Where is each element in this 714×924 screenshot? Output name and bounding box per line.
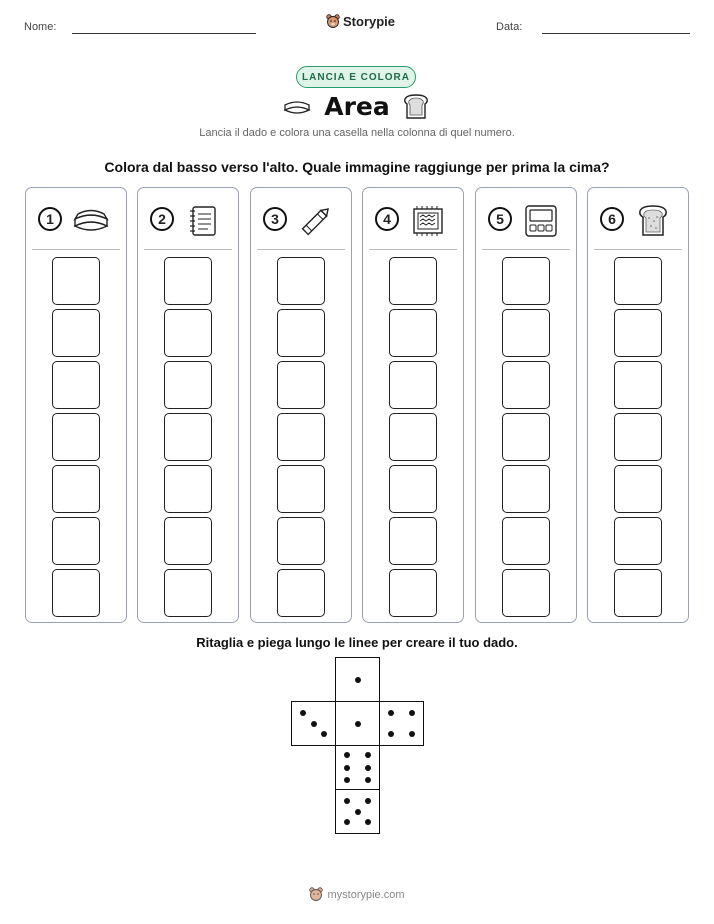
activity-badge: LANCIA E COLORA	[296, 66, 416, 88]
color-box[interactable]	[614, 413, 662, 461]
column-number: 3	[263, 207, 287, 231]
date-label: Data:	[496, 21, 523, 33]
color-box[interactable]	[277, 257, 325, 305]
color-box[interactable]	[502, 413, 550, 461]
pip	[300, 710, 306, 716]
crayon-icon	[297, 204, 335, 238]
pip	[365, 798, 371, 804]
pip	[344, 752, 350, 758]
color-box[interactable]	[164, 465, 212, 513]
color-box[interactable]	[502, 569, 550, 617]
color-box[interactable]	[389, 465, 437, 513]
column-divider	[257, 249, 345, 250]
pip	[365, 777, 371, 783]
color-box[interactable]	[164, 569, 212, 617]
color-box[interactable]	[52, 517, 100, 565]
color-box[interactable]	[614, 309, 662, 357]
color-box[interactable]	[277, 361, 325, 409]
dice-face-1	[335, 657, 380, 702]
color-box[interactable]	[164, 413, 212, 461]
color-box[interactable]	[502, 361, 550, 409]
color-box[interactable]	[164, 309, 212, 357]
column-3	[250, 187, 352, 623]
oven-icon	[522, 204, 560, 238]
color-box[interactable]	[389, 413, 437, 461]
color-box[interactable]	[389, 361, 437, 409]
towel-icon	[72, 204, 110, 238]
pip	[321, 731, 327, 737]
column-number: 6	[600, 207, 624, 231]
color-box[interactable]	[52, 309, 100, 357]
subtitle: Lancia il dado e colora una casella nella colonna di quel numero.	[199, 127, 515, 139]
color-box[interactable]	[164, 361, 212, 409]
color-box[interactable]	[614, 569, 662, 617]
page-title: Area	[324, 92, 390, 121]
column-number: 4	[375, 207, 399, 231]
color-box[interactable]	[614, 517, 662, 565]
pip	[365, 765, 371, 771]
pip	[365, 752, 371, 758]
column-number: 1	[38, 207, 62, 231]
color-box[interactable]	[389, 569, 437, 617]
pip	[409, 731, 415, 737]
brand-logo	[326, 14, 395, 29]
color-box[interactable]	[277, 413, 325, 461]
toast-icon	[634, 204, 672, 238]
pip	[355, 809, 361, 815]
column-6	[587, 187, 689, 623]
date-line[interactable]	[542, 33, 690, 34]
footer-url: mystorypie.com	[327, 888, 405, 901]
column-number: 2	[150, 207, 174, 231]
color-box[interactable]	[389, 517, 437, 565]
pip	[355, 721, 361, 727]
color-box[interactable]	[614, 361, 662, 409]
color-box[interactable]	[502, 465, 550, 513]
pip	[344, 798, 350, 804]
pip	[388, 710, 394, 716]
color-box[interactable]	[277, 465, 325, 513]
instruction: Colora dal basso verso l'alto. Quale immagine raggiunge per prima la cima?	[104, 159, 610, 175]
cut-instruction: Ritaglia e piega lungo le linee per creare il tuo dado.	[196, 635, 518, 650]
bear-icon	[309, 887, 323, 902]
notebook-icon	[184, 204, 222, 238]
color-box[interactable]	[502, 517, 550, 565]
pip	[344, 777, 350, 783]
brand-name: Storypie	[343, 14, 396, 29]
column-divider	[482, 249, 570, 250]
color-box[interactable]	[52, 361, 100, 409]
color-box[interactable]	[389, 309, 437, 357]
dice-face-3	[291, 701, 336, 746]
color-box[interactable]	[52, 465, 100, 513]
column-5	[475, 187, 577, 623]
color-box[interactable]	[389, 257, 437, 305]
column-4	[362, 187, 464, 623]
color-box[interactable]	[164, 257, 212, 305]
color-box[interactable]	[52, 569, 100, 617]
color-box[interactable]	[614, 465, 662, 513]
pip	[409, 710, 415, 716]
color-box[interactable]	[277, 517, 325, 565]
column-1	[25, 187, 127, 623]
pip	[311, 721, 317, 727]
name-label: Nome:	[24, 21, 57, 33]
dice-face-6	[335, 745, 380, 790]
color-box[interactable]	[502, 309, 550, 357]
name-line[interactable]	[72, 33, 256, 34]
toast-icon	[402, 93, 430, 121]
column-divider	[144, 249, 232, 250]
color-box[interactable]	[52, 413, 100, 461]
color-box[interactable]	[277, 309, 325, 357]
column-divider	[594, 249, 682, 250]
column-number: 5	[488, 207, 512, 231]
footer	[0, 887, 714, 902]
bear-icon	[326, 14, 340, 29]
dice-face-4	[379, 701, 424, 746]
color-box[interactable]	[164, 517, 212, 565]
rug-icon	[409, 204, 447, 238]
color-box[interactable]	[614, 257, 662, 305]
color-box[interactable]	[502, 257, 550, 305]
pip	[344, 819, 350, 825]
pip	[344, 765, 350, 771]
column-divider	[32, 249, 120, 250]
column-divider	[369, 249, 457, 250]
color-box[interactable]	[52, 257, 100, 305]
pip	[365, 819, 371, 825]
dice-face-1	[335, 701, 380, 746]
column-2	[137, 187, 239, 623]
color-box[interactable]	[277, 569, 325, 617]
dice-face-5	[335, 789, 380, 834]
pip	[355, 677, 361, 683]
pip	[388, 731, 394, 737]
